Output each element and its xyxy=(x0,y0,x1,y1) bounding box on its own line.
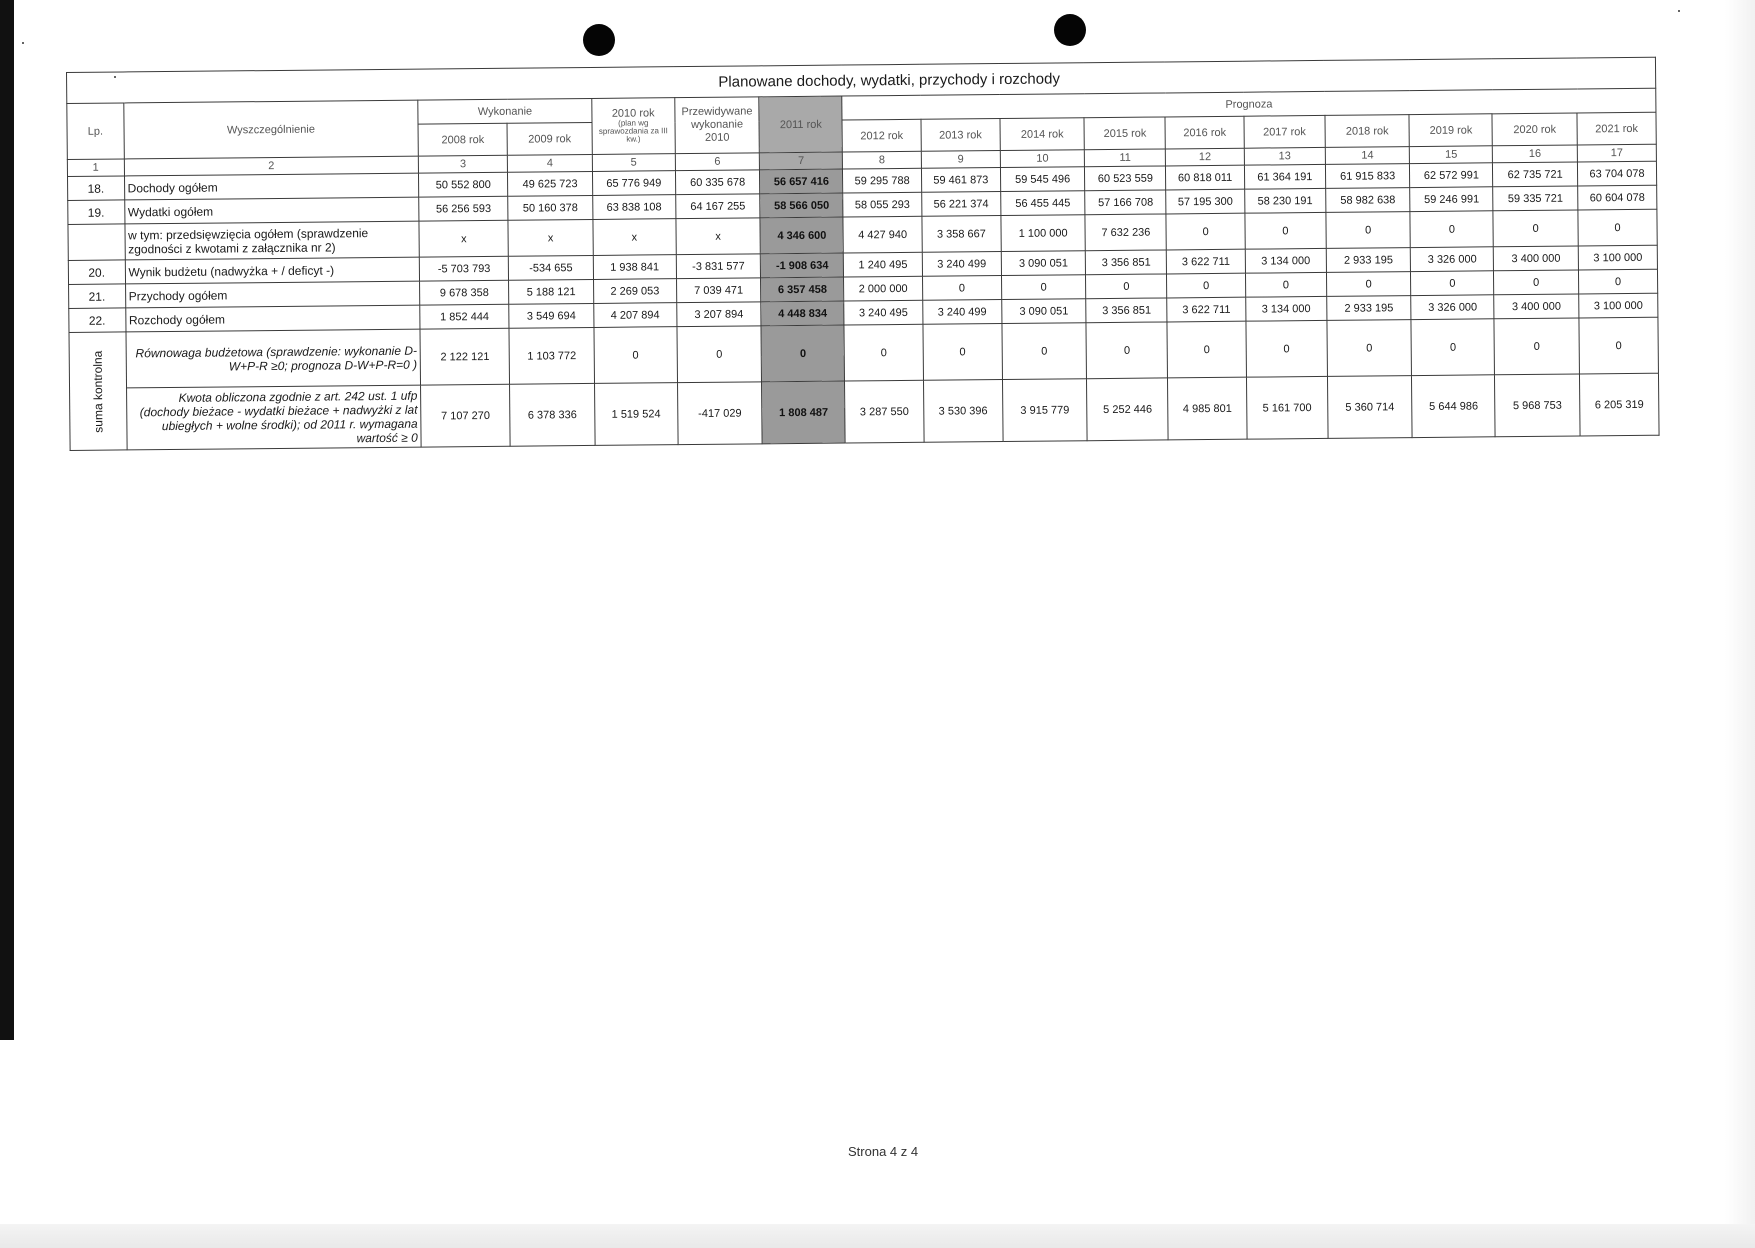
value-cell: 4 448 834 xyxy=(761,301,844,326)
value-cell: 3 090 051 xyxy=(1001,299,1086,324)
control-value-cell: 6 205 319 xyxy=(1579,373,1659,436)
scan-speck xyxy=(22,42,24,44)
scan-border-right xyxy=(1725,0,1755,1248)
value-cell: 59 545 496 xyxy=(1000,167,1085,192)
control-value-cell: -417 029 xyxy=(677,382,762,445)
control-value-cell: 3 530 396 xyxy=(923,380,1002,443)
value-cell: 50 160 378 xyxy=(508,195,593,220)
control-value-cell: 0 xyxy=(1002,323,1087,380)
value-cell: 3 240 495 xyxy=(844,300,923,325)
control-value-cell: 5 644 986 xyxy=(1412,375,1495,438)
value-cell: 56 657 416 xyxy=(760,169,843,194)
control-value-cell: 3 915 779 xyxy=(1002,379,1087,442)
control-value-cell: 5 252 446 xyxy=(1087,378,1168,441)
column-number: 17 xyxy=(1577,144,1656,162)
control-value-cell: 1 808 487 xyxy=(762,381,845,444)
header-forecast-year: 2012 rok xyxy=(842,119,921,152)
value-cell: 4 346 600 xyxy=(760,217,843,254)
value-cell: 0 xyxy=(922,276,1001,301)
budget-table-wrapper xyxy=(66,57,1660,451)
value-cell: 2 269 053 xyxy=(593,279,676,304)
value-cell: -3 831 577 xyxy=(676,254,761,279)
value-cell: 56 256 593 xyxy=(419,196,508,221)
header-forecast-year: 2018 rok xyxy=(1325,115,1410,148)
value-cell: 59 295 788 xyxy=(843,168,922,193)
value-cell: 64 167 255 xyxy=(675,194,760,219)
value-cell: 7 039 471 xyxy=(676,278,761,303)
value-cell: 58 566 050 xyxy=(760,193,843,218)
value-cell: 58 982 638 xyxy=(1325,188,1410,213)
punch-hole-left xyxy=(583,24,615,56)
column-number: 7 xyxy=(760,152,843,170)
value-cell: 0 xyxy=(1326,212,1411,249)
row-lp: 21. xyxy=(69,284,126,309)
column-number: 11 xyxy=(1085,149,1166,167)
column-number: 12 xyxy=(1165,148,1244,166)
value-cell: x xyxy=(676,218,761,255)
control-value-cell: 0 xyxy=(761,325,844,382)
column-number: 6 xyxy=(675,153,760,171)
value-cell: 60 604 078 xyxy=(1578,185,1657,210)
value-cell: 2 000 000 xyxy=(844,276,923,301)
control-group-cell xyxy=(69,332,127,451)
value-cell: 1 938 841 xyxy=(593,255,676,280)
column-number: 4 xyxy=(507,154,592,172)
control-value-cell: 4 985 801 xyxy=(1168,377,1247,440)
header-prognoza: Prognoza xyxy=(842,88,1656,120)
value-cell: 3 100 000 xyxy=(1578,245,1657,270)
column-number: 2 xyxy=(124,156,419,176)
value-cell: 3 356 851 xyxy=(1086,298,1167,323)
value-cell: 3 134 000 xyxy=(1246,296,1327,321)
control-value-cell: 3 287 550 xyxy=(845,380,924,443)
title-pad-cell xyxy=(67,72,124,104)
value-cell: 61 915 833 xyxy=(1325,164,1410,189)
row-lp: 20. xyxy=(68,260,125,285)
value-cell: x xyxy=(593,219,676,256)
scan-border-bottom xyxy=(0,1224,1755,1248)
value-cell: 56 455 445 xyxy=(1000,191,1085,216)
control-value-cell: 0 xyxy=(1411,319,1494,376)
value-cell: 57 166 708 xyxy=(1085,190,1166,215)
value-cell: 0 xyxy=(1001,275,1086,300)
value-cell: 3 400 000 xyxy=(1493,246,1578,271)
header-2010-main: 2010 rok xyxy=(611,107,655,120)
value-cell: 9 678 358 xyxy=(420,280,509,305)
header-forecast-year: 2021 rok xyxy=(1577,112,1656,145)
value-cell: 57 195 300 xyxy=(1166,189,1245,214)
control-group-label: suma kontrolna xyxy=(90,350,106,433)
value-cell: 58 055 293 xyxy=(843,192,922,217)
control-value-cell: 6 378 336 xyxy=(510,383,595,446)
value-cell: 3 240 499 xyxy=(923,300,1002,325)
header-wykonanie: Wykonanie xyxy=(418,98,592,124)
value-cell: 0 xyxy=(1410,211,1493,248)
value-cell: 3 090 051 xyxy=(1001,251,1086,276)
value-cell: 59 461 873 xyxy=(921,168,1000,193)
value-cell: 58 230 191 xyxy=(1245,188,1326,213)
header-2008: 2008 rok xyxy=(418,123,507,156)
control-value-cell: 5 968 753 xyxy=(1495,374,1580,437)
control-value-cell: 5 360 714 xyxy=(1327,376,1412,439)
control-value-cell: 0 xyxy=(677,326,762,383)
value-cell: 3 207 894 xyxy=(676,302,761,327)
control-value-cell: 7 107 270 xyxy=(421,384,510,447)
value-cell: 59 246 991 xyxy=(1410,187,1493,212)
column-number: 8 xyxy=(843,151,922,169)
control-value-cell: 0 xyxy=(1579,317,1659,374)
column-number: 9 xyxy=(921,151,1000,169)
header-2011: 2011 rok xyxy=(759,96,842,153)
value-cell: 3 240 499 xyxy=(922,252,1001,277)
value-cell: 3 358 667 xyxy=(922,216,1001,253)
row-label: Dochody ogółem xyxy=(124,173,419,200)
value-cell: 0 xyxy=(1166,213,1245,250)
control-value-cell: 0 xyxy=(1327,320,1412,377)
value-cell: -534 655 xyxy=(508,255,593,280)
header-forecast-year: 2015 rok xyxy=(1084,117,1165,150)
value-cell: 4 207 894 xyxy=(594,303,677,328)
value-cell: 0 xyxy=(1245,272,1326,297)
value-cell: 3 622 711 xyxy=(1166,249,1245,274)
value-cell: 63 838 108 xyxy=(593,195,676,220)
control-value-cell: 0 xyxy=(1167,321,1246,378)
header-2010-sub: (plan wg sprawozdania za III kw.) xyxy=(598,118,668,144)
value-cell: 0 xyxy=(1326,272,1411,297)
value-cell: 1 852 444 xyxy=(420,304,509,329)
value-cell: 3 100 000 xyxy=(1579,293,1658,318)
column-number: 16 xyxy=(1493,145,1578,163)
column-number: 10 xyxy=(1000,150,1085,168)
value-cell: 59 335 721 xyxy=(1493,186,1578,211)
value-cell: 0 xyxy=(1167,273,1246,298)
value-cell: 0 xyxy=(1494,270,1579,295)
value-cell: 60 335 678 xyxy=(675,170,760,195)
value-cell: 0 xyxy=(1086,274,1167,299)
row-label: Przychody ogółem xyxy=(125,281,420,308)
scan-speck xyxy=(1678,10,1680,12)
value-cell: 1 240 495 xyxy=(843,252,922,277)
header-2010 xyxy=(592,98,675,155)
control-value-cell: 0 xyxy=(1494,318,1579,375)
row-label: Rozchody ogółem xyxy=(125,305,420,332)
value-cell: x xyxy=(419,220,508,257)
header-forecast-year: 2019 rok xyxy=(1409,114,1492,147)
value-cell: 0 xyxy=(1411,271,1494,296)
value-cell: 0 xyxy=(1493,210,1578,247)
value-cell: 62 572 991 xyxy=(1410,163,1493,188)
control-row-label: Równowaga budżetowa (sprawdzenie: wykonanie D-W+P-R ≥0; prognoza D-W+P-R=0 ) xyxy=(126,329,421,388)
column-number: 14 xyxy=(1325,147,1410,165)
value-cell: 60 523 559 xyxy=(1085,166,1166,191)
row-lp: 19. xyxy=(68,200,125,225)
control-value-cell: 0 xyxy=(844,324,923,381)
value-cell: 4 427 940 xyxy=(843,216,922,253)
budget-table xyxy=(66,57,1660,451)
value-cell: 56 221 374 xyxy=(922,192,1001,217)
value-cell: -5 703 793 xyxy=(420,256,509,281)
value-cell: 2 933 195 xyxy=(1326,296,1411,321)
value-cell: x xyxy=(508,219,593,256)
value-cell: 65 776 949 xyxy=(592,171,675,196)
control-value-cell: 1 103 772 xyxy=(509,327,594,384)
control-rows xyxy=(69,317,1659,450)
header-lp: Lp. xyxy=(67,103,124,160)
value-cell: 6 357 458 xyxy=(761,277,844,302)
value-cell: 7 632 236 xyxy=(1085,214,1166,251)
value-cell: 62 735 721 xyxy=(1493,162,1578,187)
value-cell: 0 xyxy=(1578,269,1657,294)
header-forecast-year: 2013 rok xyxy=(921,119,1000,152)
column-number: 1 xyxy=(67,159,124,177)
value-cell: 3 326 000 xyxy=(1411,295,1494,320)
value-cell: 5 188 121 xyxy=(509,279,594,304)
column-number: 13 xyxy=(1244,147,1325,165)
row-lp xyxy=(68,224,125,261)
control-value-cell: 2 122 121 xyxy=(420,328,509,385)
control-row-label: Kwota obliczona zgodnie z art. 242 ust. 1 ufp (dochody bieżace - wydatki bieżace + nadwyżki z lat ubiegłych + wolne środki); od 2011 r. wymagana wartość ≥ 0 xyxy=(126,385,421,450)
header-przewidywane: Przewidywane wykonanie 2010 xyxy=(674,97,759,154)
scan-border-left xyxy=(0,0,14,1040)
header-forecast-year: 2016 rok xyxy=(1165,116,1244,149)
control-value-cell: 0 xyxy=(1086,322,1167,379)
value-cell: 61 364 191 xyxy=(1244,164,1325,189)
row-label: w tym: przedsięwzięcia ogółem (sprawdzenie zgodności z kwotami z załącznika nr 2) xyxy=(124,221,419,260)
column-number: 5 xyxy=(592,154,675,172)
value-cell: 60 818 011 xyxy=(1166,165,1245,190)
value-cell: 50 552 800 xyxy=(419,172,508,197)
value-cell: 63 704 078 xyxy=(1577,161,1656,186)
header-item: Wyszczególnienie xyxy=(123,100,418,159)
header-forecast-year: 2014 rok xyxy=(1000,118,1085,151)
row-lp: 18. xyxy=(68,176,125,201)
value-cell: 3 134 000 xyxy=(1245,248,1326,273)
value-cell: 0 xyxy=(1245,212,1326,249)
row-lp: 22. xyxy=(69,308,126,333)
row-label: Wynik budżetu (nadwyżka + / deficyt -) xyxy=(125,257,420,284)
value-cell: 3 326 000 xyxy=(1411,247,1494,272)
control-value-cell: 1 519 524 xyxy=(594,383,677,446)
value-cell: 2 933 195 xyxy=(1326,248,1411,273)
punch-hole-right xyxy=(1054,14,1086,46)
header-2009: 2009 rok xyxy=(507,122,592,155)
row-label: Wydatki ogółem xyxy=(124,197,419,224)
header-forecast-year: 2017 rok xyxy=(1244,115,1325,148)
control-value-cell: 0 xyxy=(1246,320,1327,377)
value-cell: -1 908 634 xyxy=(761,253,844,278)
control-value-cell: 0 xyxy=(923,324,1002,381)
page-footer: Strona 4 z 4 xyxy=(848,1144,919,1159)
control-value-cell: 5 161 700 xyxy=(1246,376,1327,439)
table-title: Planowane dochody, wydatki, przychody i rozchody xyxy=(123,57,1656,103)
column-number: 3 xyxy=(419,155,508,173)
value-cell: 3 549 694 xyxy=(509,303,594,328)
value-cell: 49 625 723 xyxy=(508,171,593,196)
value-cell: 3 400 000 xyxy=(1494,294,1579,319)
value-cell: 3 622 711 xyxy=(1167,297,1246,322)
header-forecast-year: 2020 rok xyxy=(1492,113,1577,146)
data-rows xyxy=(68,161,1658,332)
control-value-cell: 0 xyxy=(594,327,677,384)
column-number: 15 xyxy=(1410,146,1493,164)
value-cell: 1 100 000 xyxy=(1001,215,1086,252)
value-cell: 3 356 851 xyxy=(1086,250,1167,275)
value-cell: 0 xyxy=(1578,209,1657,246)
